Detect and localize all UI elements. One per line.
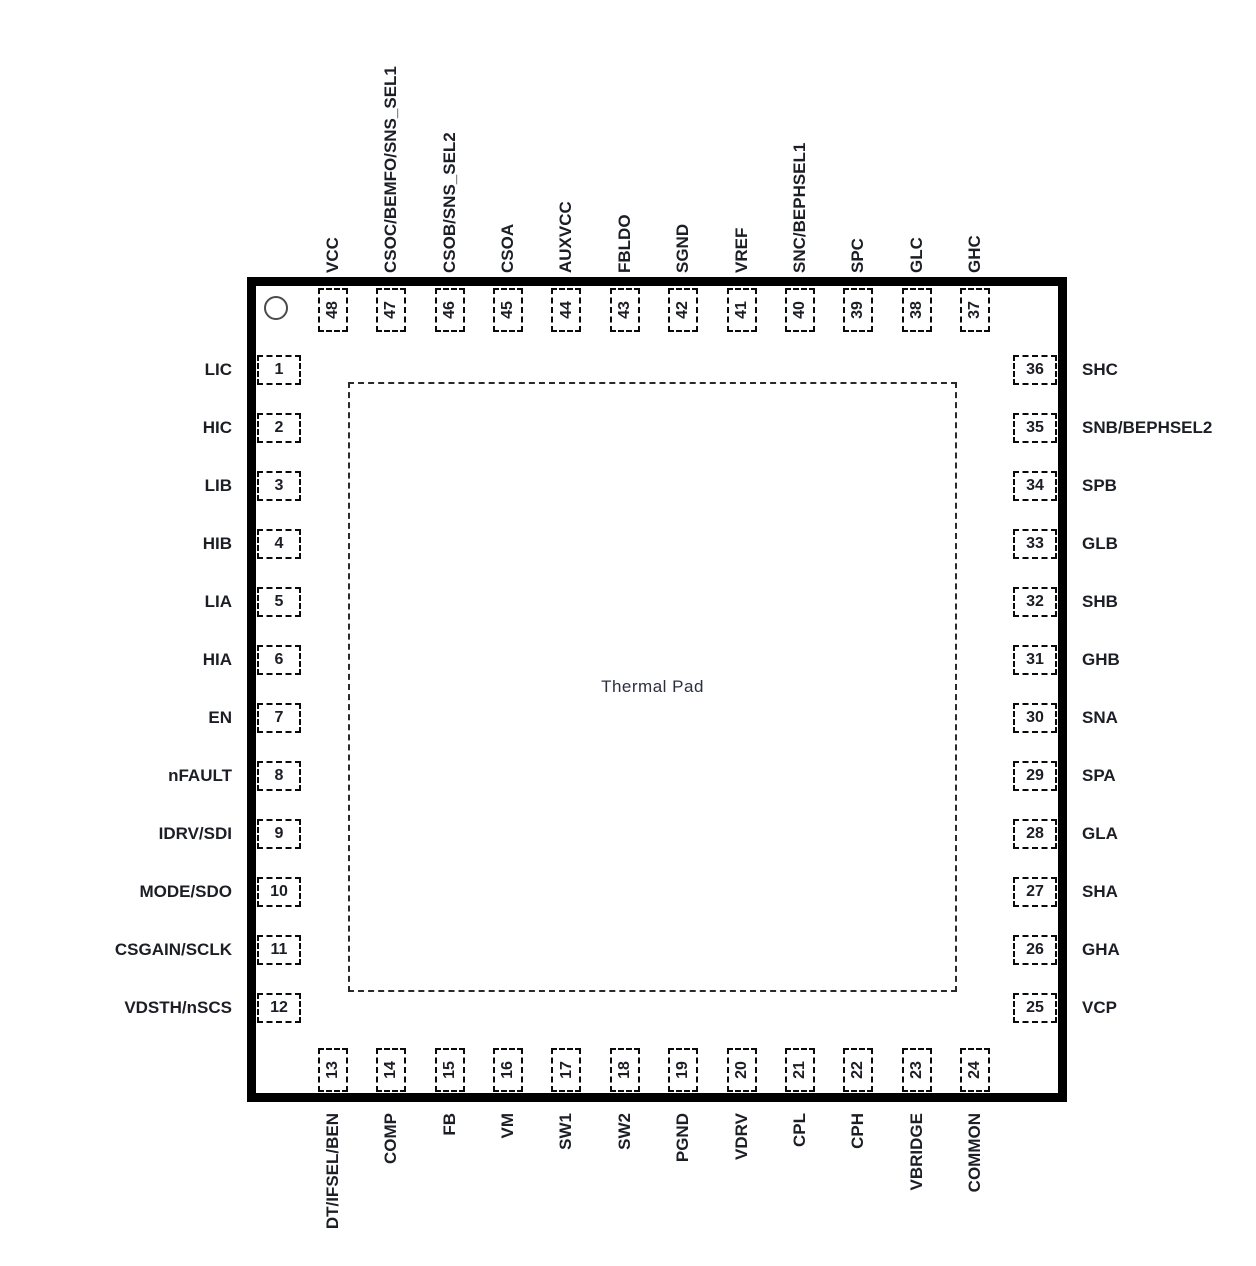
- pin-46-number: 46: [440, 301, 458, 319]
- pin-9-label: IDRV/SDI: [158, 824, 232, 843]
- pin-21-label: CPL: [789, 1113, 809, 1147]
- pin-12-number: 12: [270, 999, 288, 1016]
- pin-47-number: 47: [382, 301, 400, 319]
- pin-42-label: SGND: [673, 223, 693, 273]
- pin-1-label: LIC: [204, 360, 232, 379]
- pin-48-number: 48: [323, 301, 341, 319]
- pin-4-label: HIB: [202, 534, 232, 553]
- thermal-pad: [348, 382, 957, 992]
- pin-37-label: GHC: [964, 235, 984, 273]
- pin-18-number: 18: [615, 1061, 633, 1079]
- pin-7-box: [257, 703, 301, 733]
- pin-1-number: 1: [274, 361, 284, 378]
- pin-26-number: 26: [1026, 941, 1044, 958]
- pin-2-label: HIC: [202, 418, 232, 437]
- pin-9-number: 9: [274, 825, 284, 842]
- pin-41-box: [727, 288, 757, 332]
- pin-43-box: [610, 288, 640, 332]
- pin-6-box: [257, 645, 301, 675]
- pin-15-label: FB: [439, 1113, 459, 1136]
- pin-30-label: SNA: [1082, 708, 1118, 727]
- pin-2-box: [257, 413, 301, 443]
- pin-40-number: 40: [790, 301, 808, 319]
- pin-44-label: AUXVCC: [556, 201, 576, 273]
- pin-6-label: HIA: [202, 650, 232, 669]
- pin-2-number: 2: [274, 419, 284, 436]
- pin-44-number: 44: [557, 301, 575, 319]
- pin-16-number: 16: [499, 1061, 517, 1079]
- pin-29-label: SPA: [1082, 766, 1116, 785]
- pin-3-label: LIB: [204, 476, 232, 495]
- pin-28-number: 28: [1026, 825, 1044, 842]
- pin-4-box: [257, 529, 301, 559]
- pin-42-box: [668, 288, 698, 332]
- pin-11-box: [257, 935, 301, 965]
- pin-20-number: 20: [732, 1061, 750, 1079]
- pin-33-box: [1013, 529, 1057, 559]
- pin-46-box: [435, 288, 465, 332]
- pin-21-box: [785, 1048, 815, 1092]
- pin-12-box: [257, 993, 301, 1023]
- pin-3-number: 3: [274, 477, 284, 494]
- pin-29-box: [1013, 761, 1057, 791]
- pin-39-number: 39: [849, 301, 867, 319]
- pin-17-number: 17: [557, 1061, 575, 1079]
- pin-8-box: [257, 761, 301, 791]
- pin-48-box: [318, 288, 348, 332]
- pin-19-number: 19: [674, 1061, 692, 1079]
- pin-9-box: [257, 819, 301, 849]
- pin-34-number: 34: [1026, 477, 1044, 494]
- pin-38-box: [902, 288, 932, 332]
- pin-8-number: 8: [274, 767, 284, 784]
- pin-18-label: SW2: [614, 1113, 634, 1150]
- pin-8-label: nFAULT: [168, 766, 232, 785]
- pin-18-box: [610, 1048, 640, 1092]
- pin-35-label: SNB/BEPHSEL2: [1082, 418, 1213, 437]
- pin-24-label: COMMON: [964, 1113, 984, 1193]
- pin-39-box: [843, 288, 873, 332]
- pin-13-box: [318, 1048, 348, 1092]
- pin-37-number: 37: [965, 301, 983, 319]
- pin-34-box: [1013, 471, 1057, 501]
- pin-17-box: [551, 1048, 581, 1092]
- pin-22-number: 22: [849, 1061, 867, 1079]
- pin-17-label: SW1: [556, 1113, 576, 1150]
- pin-26-box: [1013, 935, 1057, 965]
- pin-13-number: 13: [323, 1061, 341, 1079]
- thermal-pad-label: Thermal Pad: [601, 677, 704, 696]
- pin-40-box: [785, 288, 815, 332]
- pin-35-number: 35: [1026, 419, 1044, 436]
- pin-45-box: [493, 288, 523, 332]
- pin-47-label: CSOC/BEMFO/SNS_SEL1: [381, 66, 401, 273]
- pin-25-label: VCP: [1082, 998, 1117, 1017]
- pin-45-number: 45: [499, 301, 517, 319]
- pin-27-box: [1013, 877, 1057, 907]
- pin-11-label: CSGAIN/SCLK: [114, 940, 232, 959]
- pin-25-number: 25: [1026, 999, 1044, 1016]
- pin-15-number: 15: [440, 1061, 458, 1079]
- pin-30-number: 30: [1026, 709, 1044, 726]
- pin-10-number: 10: [270, 883, 288, 900]
- pin-24-box: [960, 1048, 990, 1092]
- pin-43-label: FBLDO: [614, 214, 634, 273]
- pin-19-label: PGND: [673, 1113, 693, 1163]
- pin-16-box: [493, 1048, 523, 1092]
- pin-29-number: 29: [1026, 767, 1044, 784]
- pin-31-box: [1013, 645, 1057, 675]
- pin-46-label: CSOB/SNS_SEL2: [439, 132, 459, 273]
- pin-1-box: [257, 355, 301, 385]
- pin-5-number: 5: [274, 593, 284, 610]
- pin-31-number: 31: [1026, 651, 1044, 668]
- pin-4-number: 4: [274, 535, 284, 552]
- pin-41-number: 41: [732, 301, 750, 319]
- pin-33-number: 33: [1026, 535, 1044, 552]
- pin-20-label: VDRV: [731, 1113, 751, 1160]
- pin-5-label: LIA: [204, 592, 232, 611]
- pin-38-label: GLC: [906, 237, 926, 273]
- pin-34-label: SPB: [1082, 476, 1117, 495]
- pin-26-label: GHA: [1082, 940, 1120, 959]
- pin-30-box: [1013, 703, 1057, 733]
- pin-13-label: DT/IFSEL/BEN: [323, 1113, 342, 1230]
- pin-28-label: GLA: [1082, 824, 1118, 843]
- pin-42-number: 42: [674, 301, 692, 319]
- pin-10-box: [257, 877, 301, 907]
- pin-27-label: SHA: [1082, 882, 1118, 901]
- pin-23-number: 23: [907, 1061, 925, 1079]
- pin-41-label: VREF: [731, 227, 751, 273]
- pin-12-label: VDSTH/nSCS: [124, 998, 232, 1017]
- pin-6-number: 6: [274, 651, 284, 668]
- pin-36-box: [1013, 355, 1057, 385]
- pin-32-number: 32: [1026, 593, 1044, 610]
- pin-27-number: 27: [1026, 883, 1044, 900]
- pin-32-box: [1013, 587, 1057, 617]
- pin-43-number: 43: [615, 301, 633, 319]
- pin-28-box: [1013, 819, 1057, 849]
- pin-23-box: [902, 1048, 932, 1092]
- pin-35-box: [1013, 413, 1057, 443]
- pin-19-box: [668, 1048, 698, 1092]
- pin-10-label: MODE/SDO: [139, 882, 232, 901]
- pin-45-label: CSOA: [498, 223, 518, 273]
- pin-15-box: [435, 1048, 465, 1092]
- pin-21-number: 21: [790, 1061, 808, 1079]
- pin-39-label: SPC: [848, 238, 868, 273]
- pin-25-box: [1013, 993, 1057, 1023]
- pin-32-label: SHB: [1082, 592, 1118, 611]
- pin-23-label: VBRIDGE: [906, 1113, 926, 1191]
- pin-14-label: COMP: [381, 1113, 401, 1164]
- pin-7-number: 7: [274, 709, 284, 726]
- pin-11-number: 11: [270, 941, 288, 958]
- pin-14-box: [376, 1048, 406, 1092]
- pin-36-label: SHC: [1082, 360, 1118, 379]
- pin-20-box: [727, 1048, 757, 1092]
- pin-38-number: 38: [907, 301, 925, 319]
- pin-36-number: 36: [1026, 361, 1044, 378]
- pin-3-box: [257, 471, 301, 501]
- pin-16-label: VM: [498, 1113, 518, 1139]
- pin-24-number: 24: [965, 1061, 983, 1079]
- pin-40-label: SNC/BEPHSEL1: [789, 142, 809, 273]
- pin-44-box: [551, 288, 581, 332]
- pin-37-box: [960, 288, 990, 332]
- pin-7-label: EN: [208, 708, 232, 727]
- pin-47-box: [376, 288, 406, 332]
- pin-5-box: [257, 587, 301, 617]
- pin-33-label: GLB: [1082, 534, 1118, 553]
- pin1-indicator-icon: [264, 296, 288, 320]
- pin-31-label: GHB: [1082, 650, 1120, 669]
- pin-48-label: VCC: [323, 237, 342, 273]
- pin-22-box: [843, 1048, 873, 1092]
- pin-22-label: CPH: [848, 1113, 868, 1149]
- pin-14-number: 14: [382, 1061, 400, 1079]
